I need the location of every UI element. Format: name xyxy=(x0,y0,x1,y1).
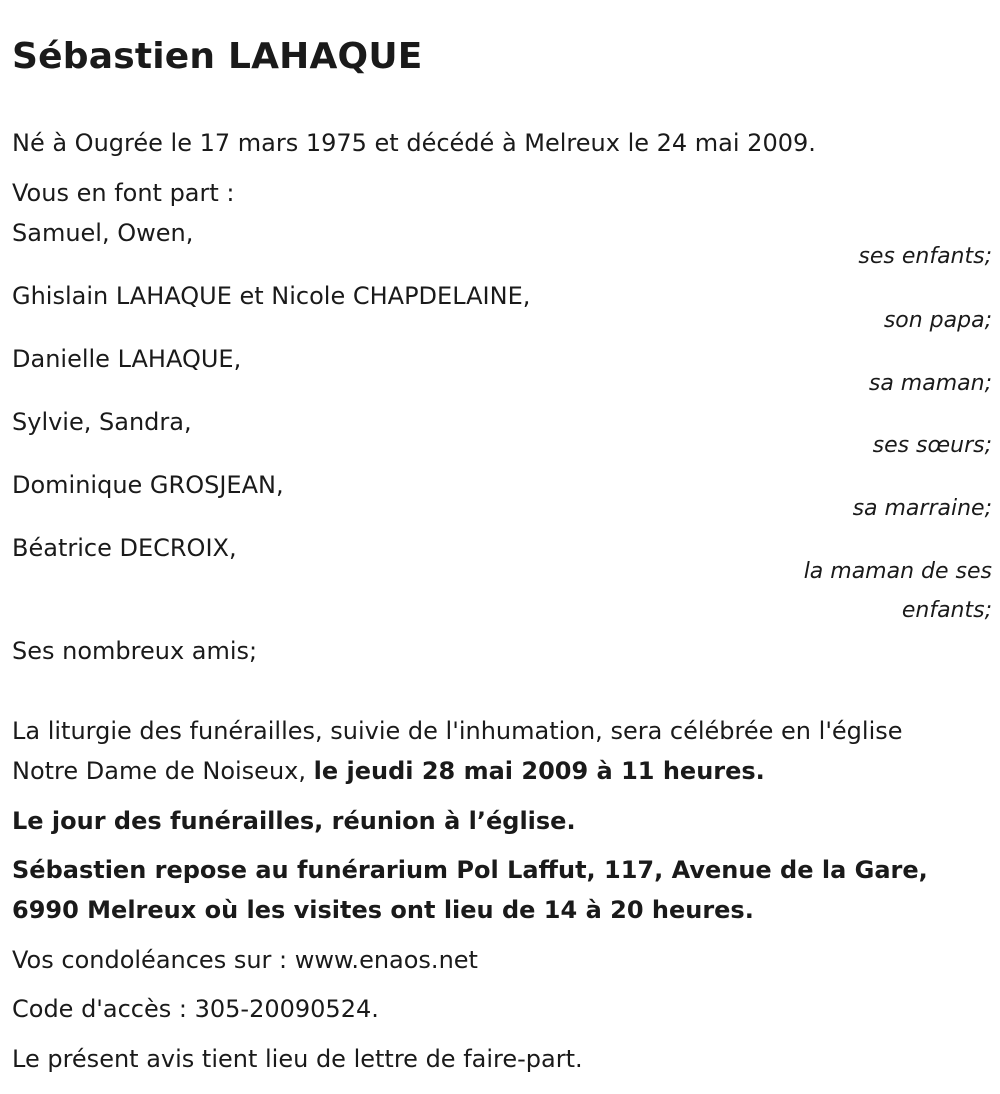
family-relation-mother: sa maman; xyxy=(868,371,992,396)
liturgy-church: Notre Dame de Noiseux, xyxy=(12,757,314,785)
birth-death-line: Né à Ougrée le 17 mars 1975 et décédé à Melreux le 24 mai 2009. xyxy=(12,129,816,157)
family-relation-sisters: ses sœurs; xyxy=(872,433,992,458)
family-relation-children: ses enfants; xyxy=(858,244,992,269)
intro-line: Vous en font part : xyxy=(12,179,235,207)
meeting-line: Le jour des funérailles, réunion à l’église. xyxy=(12,807,576,835)
family-names-sisters: Sylvie, Sandra, xyxy=(12,408,192,436)
family-names-children: Samuel, Owen, xyxy=(12,219,194,247)
family-relation-father: son papa; xyxy=(883,308,992,333)
rest-line-1: Sébastien repose au funérarium Pol Laffut, 117, Avenue de la Gare, xyxy=(12,856,928,884)
family-names-mother: Danielle LAHAQUE, xyxy=(12,345,242,373)
family-names-father: Ghislain LAHAQUE et Nicole CHAPDELAINE, xyxy=(12,282,531,310)
family-relation-children-mother-line2: enfants; xyxy=(901,598,992,623)
closing-line: Le présent avis tient lieu de lettre de faire-part. xyxy=(12,1045,583,1073)
access-code-line: Code d'accès : 305-20090524. xyxy=(12,995,379,1023)
rest-line-2: 6990 Melreux où les visites ont lieu de 14 à 20 heures. xyxy=(12,896,754,924)
deceased-name: Sébastien LAHAQUE xyxy=(12,36,423,77)
condolences-line: Vos condoléances sur : www.enaos.net xyxy=(12,946,478,974)
funeral-date-time: le jeudi 28 mai 2009 à 11 heures. xyxy=(313,757,765,785)
liturgy-line-1: La liturgie des funérailles, suivie de l'inhumation, sera célébrée en l'église xyxy=(12,717,903,745)
family-relation-children-mother-line1: la maman de ses xyxy=(803,559,992,584)
family-relation-godmother: sa marraine; xyxy=(852,496,992,521)
liturgy-line-2 xyxy=(12,751,765,791)
family-names-godmother: Dominique GROSJEAN, xyxy=(12,471,284,499)
friends-line: Ses nombreux amis; xyxy=(12,637,258,665)
family-names-children-mother: Béatrice DECROIX, xyxy=(12,534,237,562)
